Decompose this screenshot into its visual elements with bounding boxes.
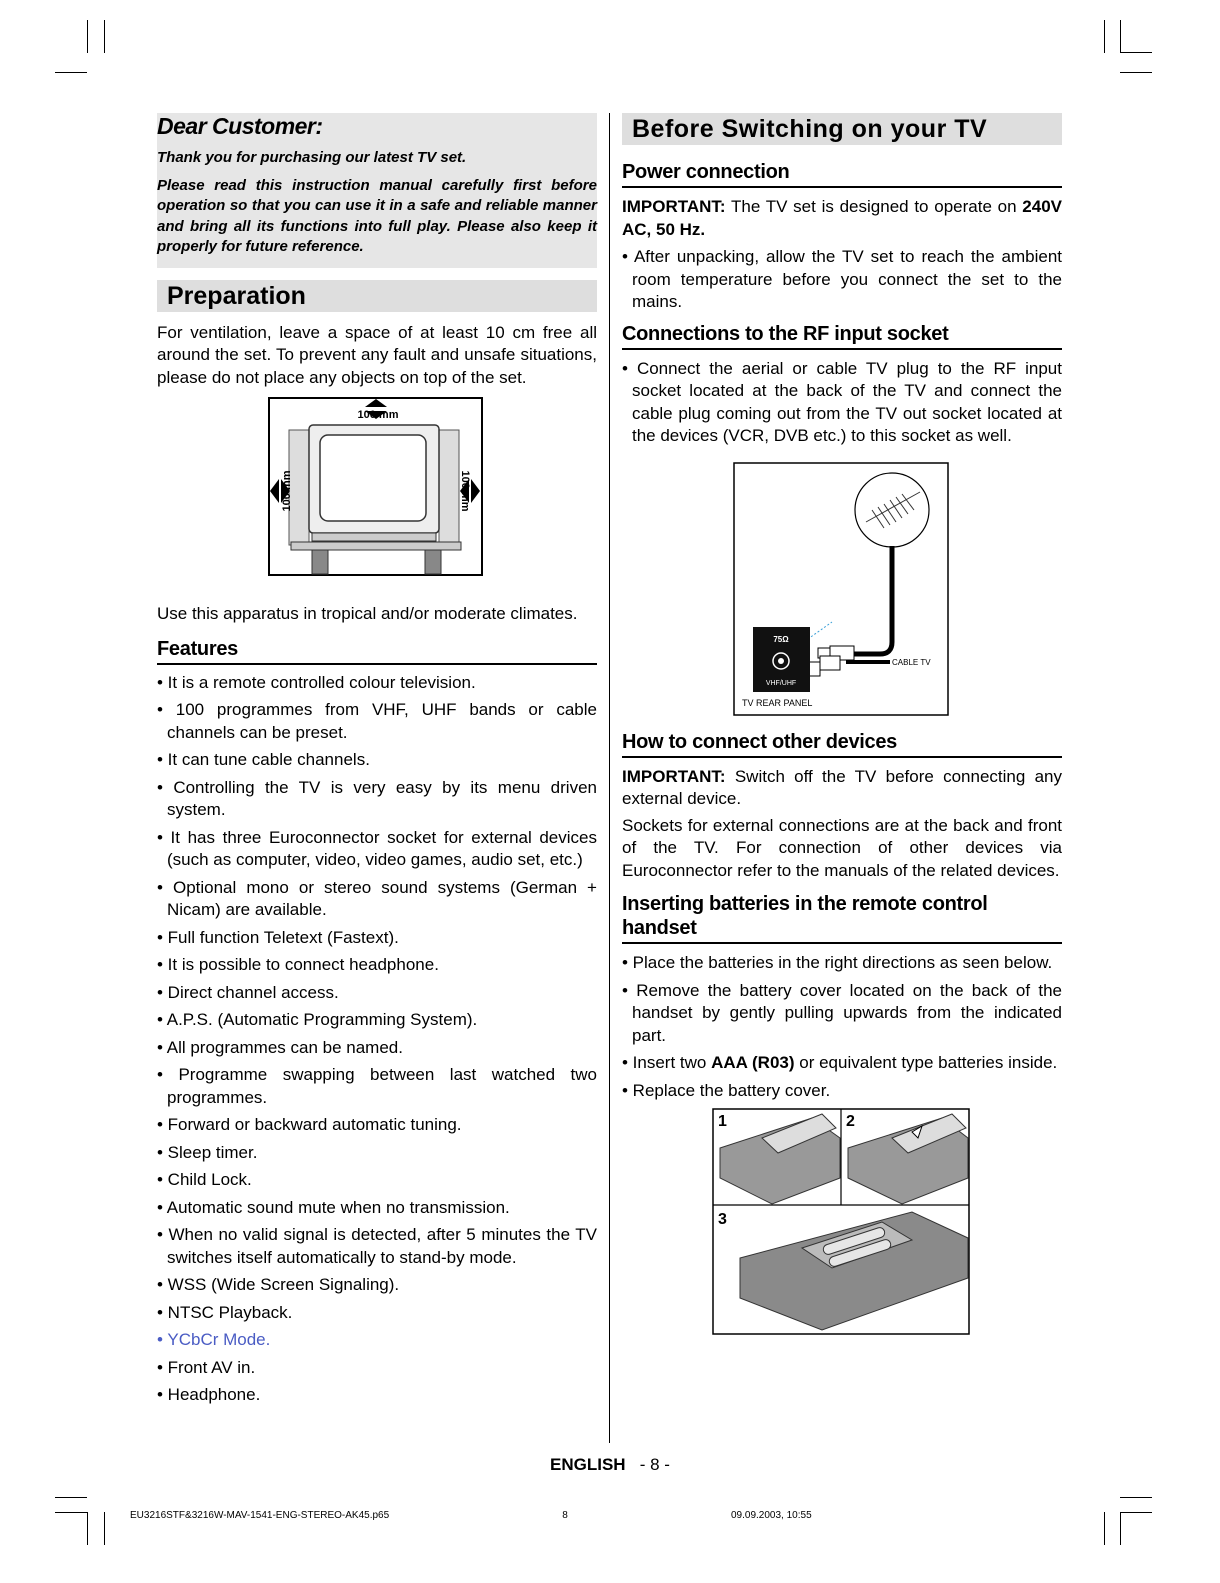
crop-mark <box>1120 1512 1121 1545</box>
page-number: - 8 - <box>639 1455 670 1474</box>
ventilation-text: For ventilation, leave a space of at least 10 cm free all around the set. To prevent any fault and unsafe situations, please do not place any objects on top of the set. <box>157 322 597 387</box>
devices-important <box>622 766 1062 811</box>
left-column <box>157 113 597 1412</box>
crop-mark <box>1120 52 1152 53</box>
page-footer <box>0 1455 1220 1475</box>
crop-mark <box>87 1512 88 1545</box>
list-item: • All programmes can be named. <box>157 1037 403 1057</box>
crop-mark <box>104 20 105 53</box>
column-divider <box>609 113 610 1443</box>
crop-mark <box>104 1512 105 1545</box>
list-item: • Replace the battery cover. <box>622 1080 831 1100</box>
list-item: • Automatic sound mute when no transmission. <box>157 1197 510 1217</box>
list-item: • When no valid signal is detected, after 5 minutes the TV switches itself automatically to stand-by mode. <box>157 1225 597 1267</box>
list-item: • WSS (Wide Screen Signaling). <box>157 1275 400 1294</box>
list-item: • Direct channel access. <box>157 982 339 1002</box>
crop-mark <box>1104 1512 1105 1545</box>
list-item: • Front AV in. <box>157 1357 256 1377</box>
important-label: IMPORTANT: <box>622 197 726 216</box>
list-item: • Optional mono or stereo sound systems (German + Nicam) are available. <box>157 877 597 919</box>
battery-type: AAA (R03) <box>711 1053 795 1072</box>
devices-text: Sockets for external connections are at the back and front of the TV. For connection of other devices via Euroconnector refer to the manuals of the related devices. <box>622 815 1062 880</box>
preparation-heading: Preparation <box>157 280 597 312</box>
cable-tv-label: CABLE TV <box>892 657 931 667</box>
step-number: 1 <box>718 1113 727 1130</box>
footer-filename: EU3216STF&3216W-MAV-1541-ENG-STEREO-AK45.p65 <box>130 1510 390 1521</box>
footer-page-num: 8 <box>562 1510 568 1521</box>
vhf-uhf-label: VHF/UHF <box>765 679 797 687</box>
list-item <box>622 1052 1062 1075</box>
intro-thanks: Thank you for purchasing our latest TV set. <box>157 149 467 166</box>
voltage-value: 240V AC, 50 Hz. <box>622 197 1062 239</box>
devices-heading: How to connect other devices <box>622 730 1062 758</box>
batteries-heading: Inserting batteries in the remote control handset <box>622 892 1062 944</box>
important-label: IMPORTANT: <box>622 766 726 786</box>
intro-box <box>157 113 597 268</box>
list-item: • It is a remote controlled colour television. <box>157 672 476 692</box>
intro-instructions: Please read this instruction manual carefully first before operation so that you can use it in a safe and reliable manner and bring all its functions into full play. Please also keep it properly for future reference. <box>157 176 597 255</box>
list-item: • Headphone. <box>157 1385 261 1404</box>
step-number: 2 <box>846 1113 855 1130</box>
list-item: • It is possible to connect headphone. <box>157 955 439 974</box>
footer-date: 09.09.2003, 10:55 <box>731 1510 812 1521</box>
crop-mark <box>87 20 88 53</box>
rf-heading: Connections to the RF input socket <box>622 322 1062 350</box>
list-item: • It has three Euroconnector socket for external devices (such as computer, video, video games, audio set, etc.) <box>157 827 597 869</box>
features-list <box>157 672 597 1407</box>
crop-mark <box>1120 72 1152 73</box>
power-text <box>622 196 1062 241</box>
list-item: • Sleep timer. <box>157 1142 258 1162</box>
battery-insert-text: • Insert two <box>622 1053 712 1072</box>
list-item: • Child Lock. <box>157 1170 252 1189</box>
list-item: • Place the batteries in the right directions as seen below. <box>622 953 1053 972</box>
impedance-label: 75Ω <box>773 634 789 644</box>
list-item: • Full function Teletext (Fastext). <box>157 927 399 947</box>
aerial-connection-diagram <box>622 462 1062 718</box>
left-clearance-label: 100 mm <box>281 470 293 512</box>
list-item: • Programme swapping between last watched two programmes. <box>157 1065 597 1107</box>
battery-insertion-diagram <box>622 1108 1062 1336</box>
rf-figure <box>622 462 1062 718</box>
list-item: • NTSC Playback. <box>157 1302 293 1322</box>
tv-clearance-diagram <box>157 397 597 597</box>
crop-mark <box>1120 1497 1152 1498</box>
ventilation-figure <box>157 397 597 597</box>
list-item: • Connect the aerial or cable TV plug to the RF input socket located at the back of the TV and connect the cable plug coming out from the TV out socket located at the devices (VCR, DVB etc.) to this socket as well. <box>622 358 1062 445</box>
battery-figure <box>622 1108 1062 1336</box>
right-column <box>622 113 1062 1336</box>
list-item: • A.P.S. (Automatic Programming System). <box>157 1010 478 1029</box>
step-number: 3 <box>718 1211 727 1228</box>
list-item: • 100 programmes from VHF, UHF bands or cable channels can be preset. <box>157 700 597 742</box>
features-heading: Features <box>157 637 597 665</box>
footer-language: ENGLISH <box>550 1455 626 1474</box>
crop-mark <box>55 1512 87 1513</box>
right-clearance-label: 100 mm <box>459 470 471 512</box>
list-item: • YCbCr Mode. <box>157 1330 271 1349</box>
before-switching-heading: Before Switching on your TV <box>622 113 1062 145</box>
rear-panel-label: TV REAR PANEL <box>742 697 813 708</box>
top-clearance-label: 100 mm <box>357 409 399 421</box>
devices-important-body: Switch off the TV before connecting any external device. <box>622 766 1062 808</box>
list-item: • Controlling the TV is very easy by its menu driven system. <box>157 777 597 819</box>
crop-mark <box>55 1497 87 1498</box>
list-item: • Remove the battery cover located on the back of the handset by gently pulling upwards from the indicated part. <box>622 980 1062 1045</box>
crop-mark <box>1104 20 1105 53</box>
climate-text: Use this apparatus in tropical and/or moderate climates. <box>157 604 578 623</box>
power-heading: Power connection <box>622 160 1062 188</box>
crop-mark <box>55 72 87 73</box>
crop-mark <box>1120 20 1121 53</box>
list-item: • It can tune cable channels. <box>157 750 370 769</box>
battery-insert-text-end: or equivalent type batteries inside. <box>794 1053 1058 1072</box>
list-item: • After unpacking, allow the TV set to reach the ambient room temperature before you connect the set to the mains. <box>622 247 1062 311</box>
list-item: • Forward or backward automatic tuning. <box>157 1115 462 1134</box>
intro-title: Dear Customer: <box>157 113 323 139</box>
power-text-body: The TV set is designed to operate on <box>725 197 1023 216</box>
crop-mark <box>1120 1512 1152 1513</box>
